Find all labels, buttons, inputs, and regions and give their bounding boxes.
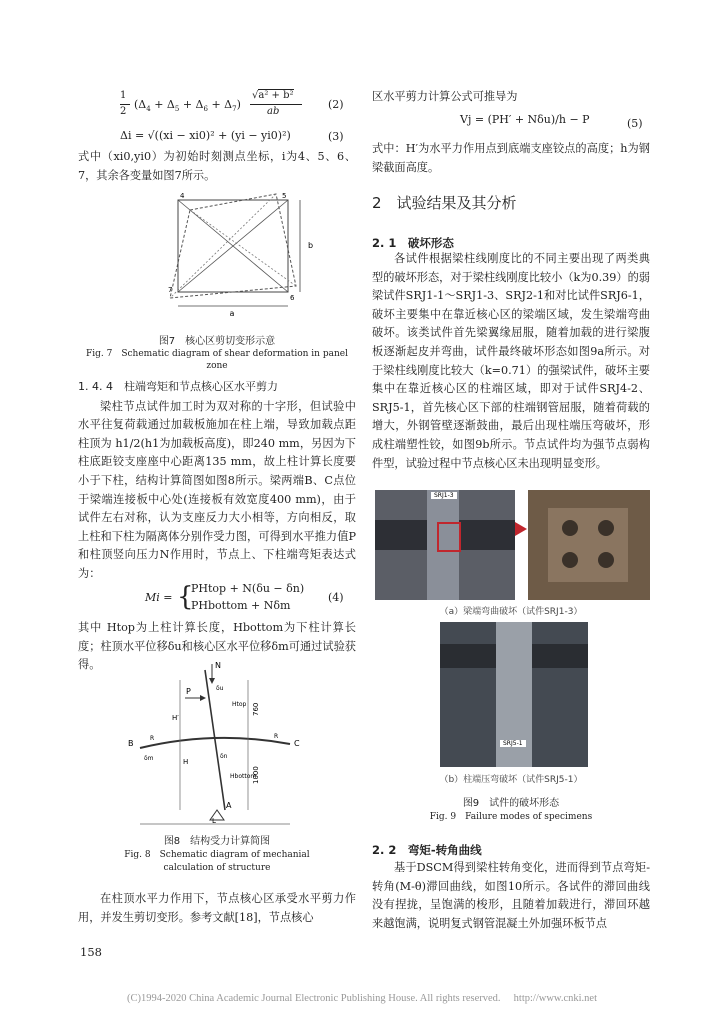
fig8-label-Hprime: H′ — [172, 714, 179, 722]
eq-number-3: (3) — [328, 130, 344, 143]
fig9a-specimen-tag: SRJ1-3 — [431, 492, 457, 499]
fig7-node-6: 6 — [290, 294, 295, 302]
copyright-footer: (C)1994-2020 China Academic Journal Electronic Publishing House. All rights reserved. http://www.cnki.net — [127, 993, 597, 1004]
equation-4: Mi = { PHtop + N(δu − δn) PHbottom + Nδm — [145, 582, 305, 612]
eq4-explanation: 其中 Htop为上柱计算长度，Hbottom为下柱计算长度；柱顶水平位移δu和核心区水平位移δm可通过试验获得。 — [78, 621, 356, 672]
eq3-explanation: 式中（xi0,yi0）为初始时刻测点坐标，i为4、5、6、7，其余各变量如图7所示。 — [78, 150, 356, 182]
eq-number-5: (5) — [627, 117, 643, 130]
eq5-explanation: 式中：H′为水平力作用点到底端支座铰点的高度；h为钢梁截面高度。 — [372, 142, 650, 174]
section-1-4-4 — [78, 378, 356, 584]
para-bottom-left: 在柱顶水平力作用下，节点核心区承受水平剪力作用，并发生剪切变形。参考文献[18]，节点核心 — [78, 892, 356, 924]
fig8-caption-en-1: Fig. 8 Schematic diagram of mechanial — [124, 850, 310, 860]
page-number: 158 — [80, 945, 102, 959]
fig8-label-dm: δm — [144, 755, 154, 762]
fig8-label-R-left: R — [150, 735, 155, 742]
fig8-label-Htop: Htop — [232, 701, 247, 708]
fig8-label-du: δu — [216, 685, 224, 692]
section-2-2-heading: 2. 2 弯矩-转角曲线 — [372, 843, 482, 857]
eq-number-2: (2) — [328, 98, 344, 111]
fig8-label-C: C — [294, 739, 300, 748]
fig8-caption-en-2: calculation of structure — [163, 863, 271, 873]
fig8-caption-cn: 图8 结构受力计算简图 — [163, 836, 271, 847]
fig8-label-B: B — [128, 739, 134, 748]
fig8-label-1000: 1000 — [252, 766, 260, 784]
eq-number-4: (4) — [328, 591, 344, 604]
fig8-label-dn: δn — [220, 753, 228, 760]
fig7-node-4: 4 — [180, 192, 185, 200]
fig8-diagram — [120, 660, 310, 826]
fig7-label-a: a — [229, 309, 235, 318]
fig9a-arrow — [515, 522, 527, 536]
fig8-label-P: P — [186, 687, 191, 696]
fig9a-photo-right — [528, 490, 650, 600]
section-2-1-heading: 2. 1 破坏形态 — [372, 236, 454, 250]
fig8-label-A: A — [226, 801, 232, 810]
fig9b-specimen-tag: SRJ5-1 — [500, 740, 526, 747]
fig9a-label: （a）梁端弯曲破坏（试件SRJ1-3） — [439, 607, 583, 617]
fig9b-photo — [440, 622, 588, 767]
para-right-top: 区水平剪力计算公式可推导为 — [372, 90, 518, 103]
equation-5: Vj = (PH′ + Nδu)/h − P — [460, 113, 590, 126]
fig9-caption-cn: 图9 试件的破坏形态 — [462, 798, 560, 809]
fig8-label-N: N — [215, 661, 221, 670]
fig8-label-Hbottom: Hbottom — [230, 773, 257, 780]
fig9a-photo-left — [375, 490, 515, 600]
equation-2: 1 2 $(\Delta_4 + \Delta_5 + \Delta_6 + \Delta_7)$ √a² + b² ab — [120, 90, 330, 124]
fig7-caption-cn: 图7 核心区剪切变形示意 — [158, 336, 276, 347]
fig8-label-R-right: R — [274, 733, 279, 740]
fig8-label-760: 760 — [252, 702, 260, 716]
section-2-heading: 2 试验结果及其分析 — [372, 194, 517, 212]
fig9-caption-en: Fig. 9 Failure modes of specimens — [429, 812, 593, 822]
fig7-node-7: 7 — [168, 286, 173, 294]
fig7-caption-en: Fig. 7 Schematic diagram of shear deformation in panel zone — [86, 349, 348, 371]
fig7-label-b: b — [308, 241, 314, 250]
equation-3: Δi = √((xi − xi0)² + (yi − yi0)²) — [120, 129, 291, 142]
fig8-label-H: H — [183, 758, 189, 766]
para-1-4-4: 梁柱节点试件加工时为双对称的十字形，但试验中水平往复荷载通过加载板施加在柱上端，导致加载点距柱顶为 h1/2(h1为加载板高度)，即240 mm，另因为下柱底距铰支座座中心距离135 mm，故上柱计算长度要小于下柱，结构计算简图如图8所示。梁两端B、C点位于梁端连接板中心处(连接板有效宽度400 mm)，由于试件左右对称，认为支座反力大小相等，方向相反，取上柱和下柱为隔离体分别作受力图，可得到水平推力值P和柱顶竖向压力N作用时，节点上、下柱端弯矩表达式为： — [78, 399, 356, 580]
fig8-label-L: L — [212, 817, 216, 825]
fig9b-label: （b）柱端压弯破坏（试件SRJ5-1） — [439, 775, 583, 785]
para-2-1: 各试件根据梁柱线刚度比的不同主要出现了两类典型的破坏形态，对于梁柱线刚度比较小（k为0.39）的弱梁试件SRJ1-1～SRJ1-3、SRJ2-1和对比试件SRJ6-1，破坏主要集中在靠近核心区的梁端区域，发生梁端弯曲破坏。该类试件首先梁翼缘屈服，随着加载的进行梁腹板逐渐起皮并弯曲，试件最终破坏形态如图9a所示。对于梁柱线刚度比较大（k=0.71）的强梁试件，破坏主要集中在靠近核心区的柱端区域，即对于试件SRJ4-2、SRJ5-1，首先核心区下部的柱端钢管屈服，随着荷载的增大，外钢管壁逐渐鼓曲，最后出现柱端压弯破坏，形成柱端塑性铰，如图9b所示。节点试件均为强节点弱构件型，试验过程中节点核心区未出现明显变形。 — [372, 252, 650, 470]
fig7-diagram — [150, 188, 320, 318]
section-1-4-4-heading: 1. 4. 4 柱端弯矩和节点核心区水平剪力 — [78, 380, 278, 393]
fig7-node-5: 5 — [282, 192, 287, 200]
para-2-2: 基于DSCM得到梁柱转角变化，进而得到节点弯矩-转角(M-θ)滞回曲线，如图10所示。各试件的滞回曲线没有捏拢，呈饱满的梭形，且随着加载进行，滞回环越来越饱满，说明复式钢管混凝土外加强环板节点 — [372, 861, 650, 930]
